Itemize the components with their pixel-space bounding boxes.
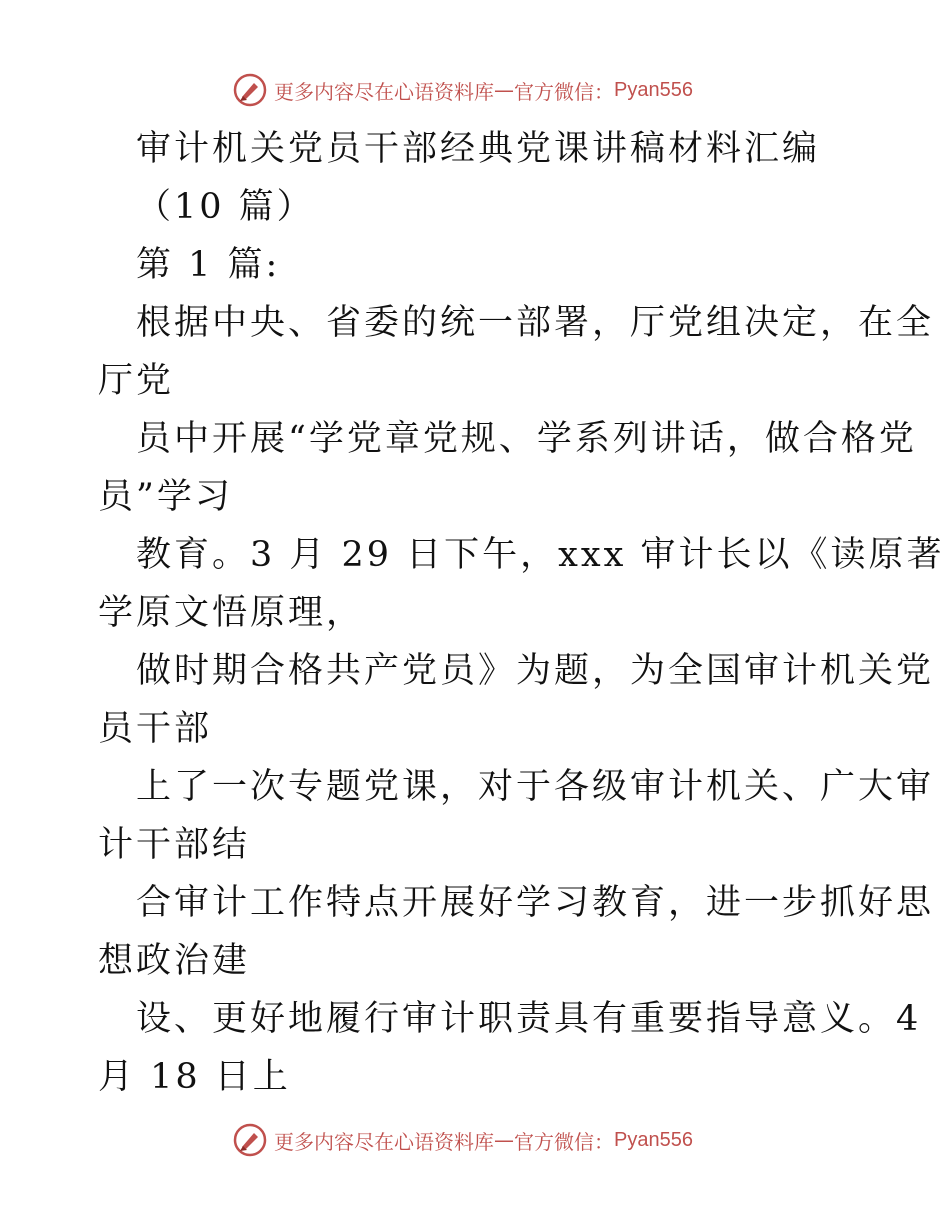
paragraph-line: 做时期合格共产党员》为题，为全国审计机关党 (136, 651, 935, 691)
paragraph-line: 计干部结 (98, 825, 251, 865)
document-page (98, 120, 945, 1106)
paragraph-line: 厅党 (98, 361, 175, 401)
paragraph-line: 设、更好地履行审计职责具有重要指导意义。4 (136, 999, 922, 1039)
paragraph-line: 员”学习 (98, 477, 233, 517)
watermark-wechat-label: 官方微信： (514, 1129, 614, 1154)
watermark-wechat-label: 官方微信： (514, 79, 614, 104)
paragraph-line: 员干部 (98, 709, 213, 749)
footer-watermark (232, 1120, 752, 1160)
paragraph-line: 想政治建 (98, 941, 251, 981)
watermark-wechat-id: Pyan556 (614, 1128, 693, 1151)
paragraph-line: 月 18 日上 (98, 1057, 291, 1097)
pen-logo-icon (232, 72, 268, 108)
paragraph-line: 根据中央、省委的统一部署，厅党组决定，在全 (136, 303, 935, 343)
document-title-count: （10 篇） (136, 187, 315, 227)
paragraph-line: 上了一次专题党课，对于各级审计机关、广大审 (136, 767, 935, 807)
watermark-wechat-id: Pyan556 (614, 78, 693, 101)
paragraph-line: 合审计工作特点开展好学习教育，进一步抓好思 (136, 883, 935, 923)
paragraph-line: 员中开展“学党章党规、学系列讲话，做合格党 (136, 419, 917, 459)
section-heading: 第 1 篇: (136, 245, 281, 285)
document-title: 审计机关党员干部经典党课讲稿材料汇编 (136, 129, 821, 169)
paragraph-line: 教育。3 月 29 日下午，xxx 审计长以《读原著 (136, 535, 945, 575)
watermark-dash: — (494, 1128, 514, 1152)
pen-logo-icon (232, 1122, 268, 1158)
watermark-text: 更多内容尽在心语资料库 (274, 79, 494, 104)
paragraph-line: 学原文悟原理， (98, 593, 365, 633)
watermark-dash: — (494, 78, 514, 102)
header-watermark (232, 70, 752, 110)
watermark-text: 更多内容尽在心语资料库 (274, 1129, 494, 1154)
